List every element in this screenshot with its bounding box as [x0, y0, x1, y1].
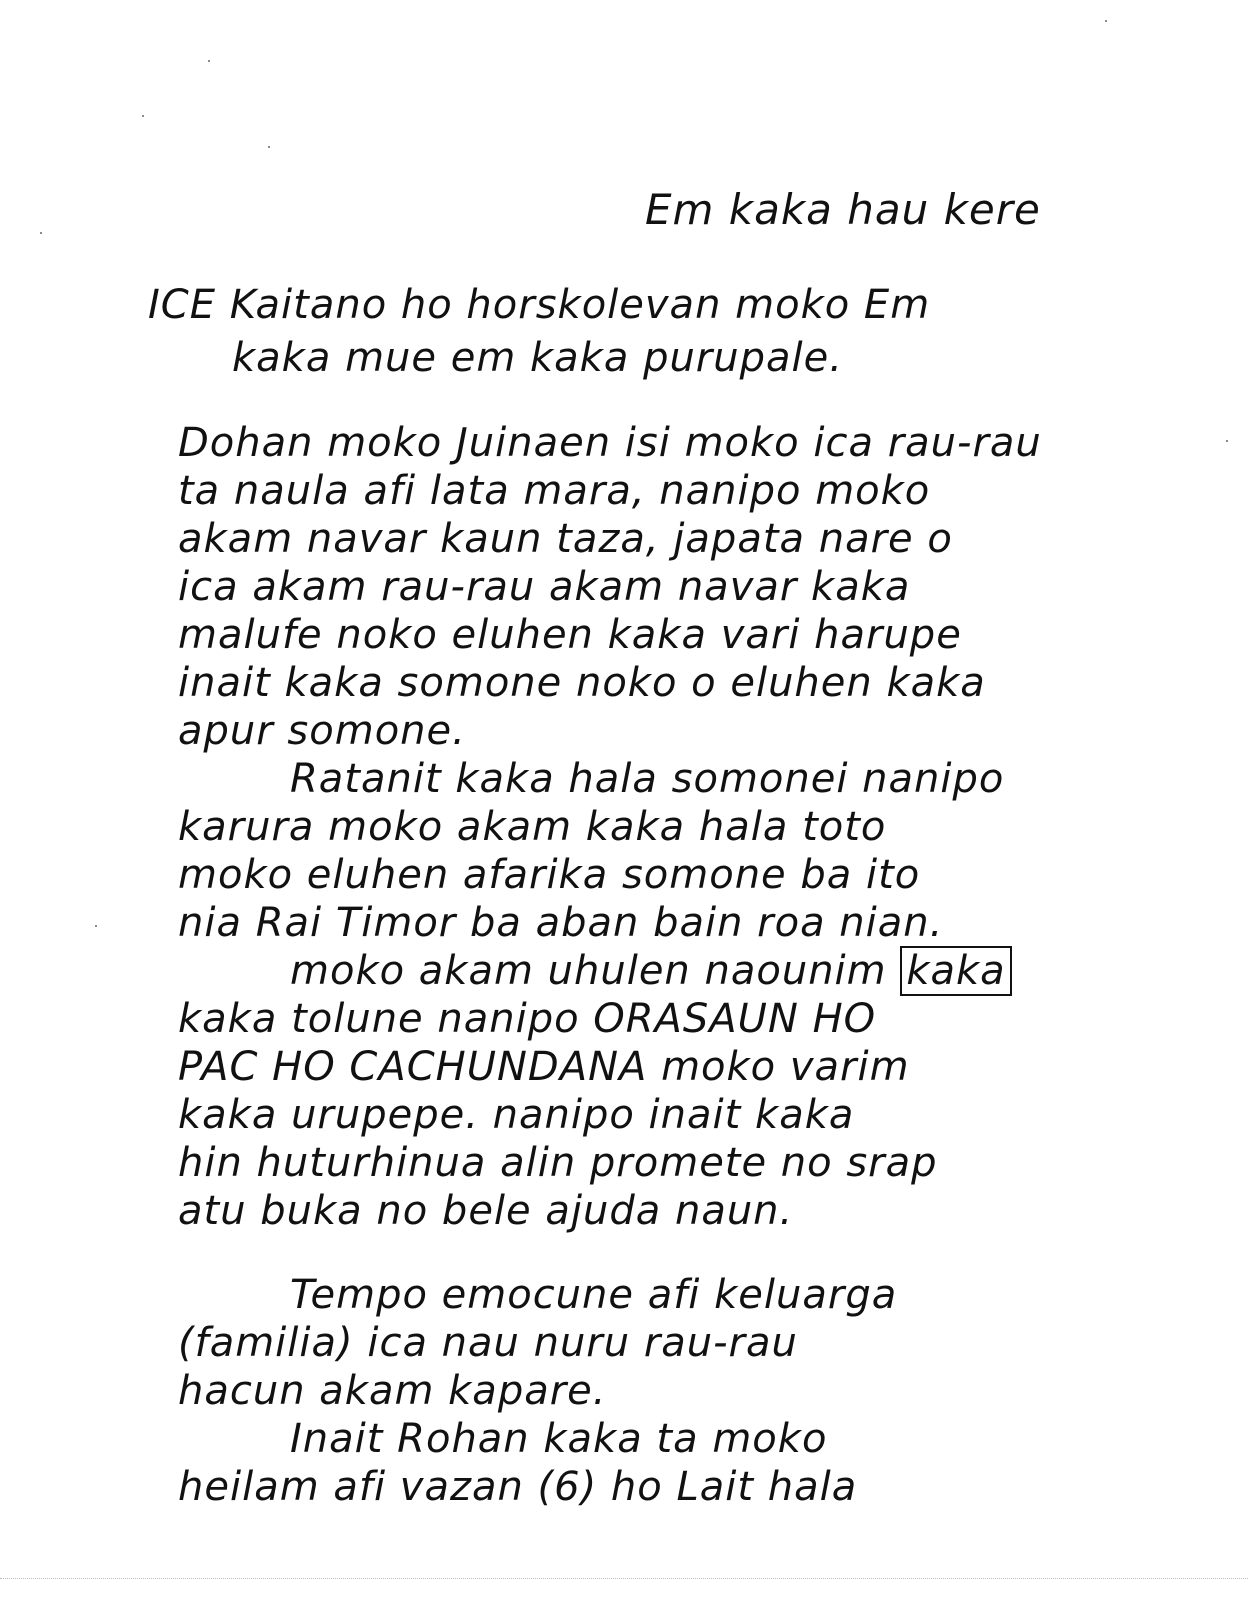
- paragraph-2-line-17: atu buka no bele ajuda naun.: [178, 1188, 794, 1234]
- paragraph-2-line-2: ta naula afi lata mara, nanipo moko: [178, 468, 931, 514]
- paragraph-1-line-1: ICE Kaitano ho horskolevan moko Em: [148, 282, 931, 328]
- paragraph-2-line-3: akam navar kaun taza, japata nare o: [178, 516, 953, 562]
- paragraph-1-line-2: kaka mue em kaka purupale.: [232, 335, 843, 381]
- paragraph-2-line-4: ica akam rau-rau akam navar kaka: [178, 564, 911, 610]
- paragraph-2-line-5: malufe noko eluhen kaka vari harupe: [178, 612, 962, 658]
- scan-speck: [1105, 20, 1107, 22]
- scan-speck: [1226, 440, 1228, 442]
- boxed-word: kaka: [900, 946, 1011, 996]
- paragraph-2-line-16: hin huturhinua alin promete no srap: [178, 1140, 938, 1186]
- paragraph-3-line-2: (familia) ica nau nuru rau-rau: [178, 1320, 798, 1366]
- paragraph-2-line-1: Dohan moko Juinaen isi moko ica rau-rau: [178, 420, 1042, 466]
- paragraph-2-line-13: kaka tolune nanipo ORASAUN HO: [178, 996, 877, 1042]
- paragraph-3-line-4: Inait Rohan kaka ta moko: [290, 1416, 828, 1462]
- paragraph-2-line-6: inait kaka somone noko o eluhen kaka: [178, 660, 986, 706]
- paragraph-2-line-7: apur somone.: [178, 708, 466, 754]
- paragraph-3-line-1: Tempo emocune afi keluarga: [290, 1272, 898, 1318]
- paragraph-2-line-15: kaka urupepe. nanipo inait kaka: [178, 1092, 855, 1138]
- letter-closing: Em kaka hau kere: [645, 185, 1041, 234]
- paragraph-2-line-9: karura moko akam kaka hala toto: [178, 804, 887, 850]
- paragraph-2-line-12: [290, 948, 1012, 994]
- scan-speck: [142, 115, 144, 117]
- paragraph-3-line-5: heilam afi vazan (6) ho Lait hala: [178, 1464, 858, 1510]
- scan-speck: [268, 146, 270, 148]
- scan-speck: [208, 60, 210, 62]
- paragraph-2-line-12-text: moko akam uhulen naounim: [290, 948, 887, 994]
- paragraph-2-line-10: moko eluhen afarika somone ba ito: [178, 852, 921, 898]
- paragraph-2-line-14: PAC HO CACHUNDANA moko varim: [178, 1044, 910, 1090]
- scan-edge: [0, 1578, 1248, 1579]
- scan-speck: [95, 925, 97, 927]
- paragraph-2-line-11: nia Rai Timor ba aban bain roa nian.: [178, 900, 944, 946]
- paragraph-2-line-8: Ratanit kaka hala somonei nanipo: [290, 756, 1005, 802]
- scan-speck: [40, 232, 42, 234]
- paragraph-3-line-3: hacun akam kapare.: [178, 1368, 607, 1414]
